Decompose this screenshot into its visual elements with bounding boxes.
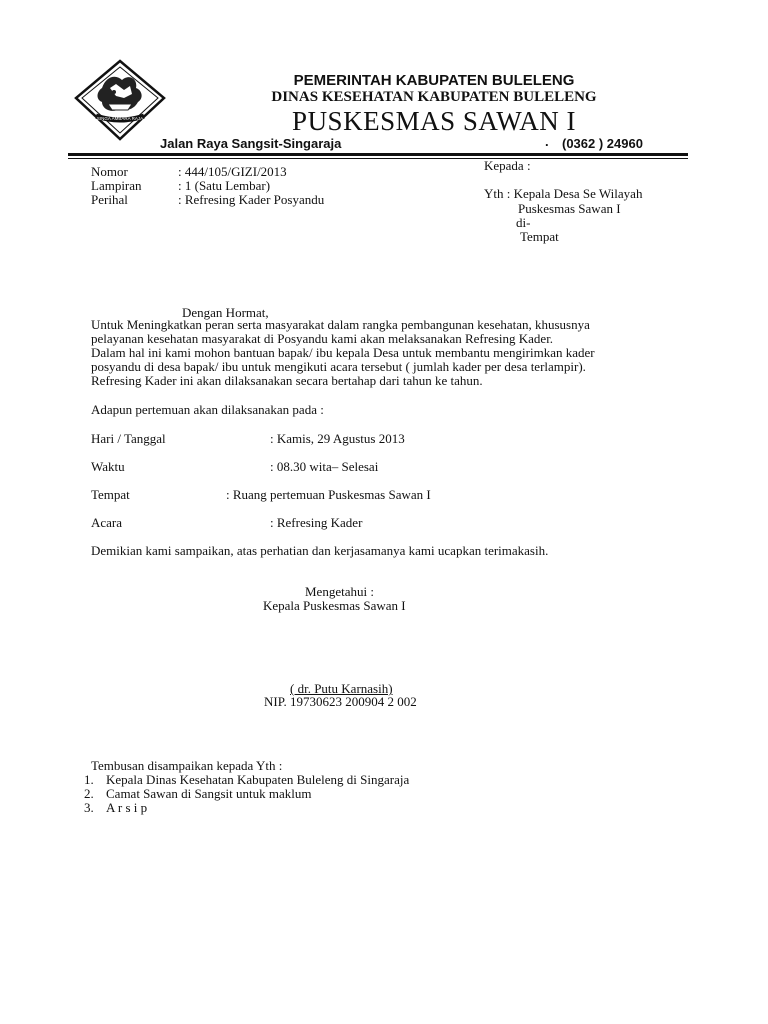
body-line-5: Refresing Kader ini akan dilaksanakan secara bertahap dari tahun ke tahun.: [91, 373, 483, 388]
recipient-yth: Yth : Kepala Desa Se Wilayah: [484, 186, 643, 201]
meta-value-nomor: : 444/105/GIZI/2013: [178, 164, 287, 179]
event-value-date: : Kamis, 29 Agustus 2013: [270, 431, 405, 446]
cc-item-num-2: 2.: [84, 786, 94, 801]
header-department: DINAS KESEHATAN KABUPATEN BULELENG: [271, 89, 597, 105]
event-label-date: Hari / Tanggal: [91, 431, 166, 446]
meta-label-perihal: Perihal: [91, 192, 128, 207]
event-value-place: : Ruang pertemuan Puskesmas Sawan I: [226, 487, 431, 502]
signature-name: ( dr. Putu Karnasih): [290, 681, 393, 696]
recipient-tempat: Tempat: [520, 229, 559, 244]
signature-nip: NIP. 19730623 200904 2 002: [264, 694, 417, 709]
meta-value-lampiran: : 1 (Satu Lembar): [178, 178, 271, 193]
cc-item-text-3: A r s i p: [106, 800, 148, 815]
recipient-line2: Puskesmas Sawan I: [518, 201, 621, 216]
event-intro: Adapun pertemuan akan dilaksanakan pada :: [91, 402, 324, 417]
header-address: Jalan Raya Sangsit-Singaraja: [160, 136, 342, 151]
phone-bullet: .: [545, 134, 549, 149]
signature-mengetahui: Mengetahui :: [305, 584, 374, 599]
emblem-motto: SINGA AMBARA RAJA: [96, 116, 144, 121]
event-label-place: Tempat: [91, 487, 130, 502]
event-value-time: : 08.30 wita– Selesai: [270, 459, 379, 474]
letterhead-rule-thick: [68, 153, 688, 156]
meta-label-lampiran: Lampiran: [91, 178, 142, 193]
body-line-4: posyandu di desa bapak/ ibu untuk mengikuti acara tersebut ( jumlah kader per desa terlampir).: [91, 359, 586, 374]
header-phone: (0362 ) 24960: [562, 136, 643, 151]
header-government: PEMERINTAH KABUPATEN BULELENG: [293, 72, 575, 89]
greeting: Dengan Hormat,: [182, 305, 269, 320]
letterhead-rule-thin: [68, 158, 688, 159]
recipient-kepada: Kepada :: [484, 158, 531, 173]
cc-heading: Tembusan disampaikan kepada Yth :: [91, 758, 283, 773]
recipient-di: di-: [516, 215, 531, 230]
body-line-2: pelayanan kesehatan masyarakat di Posyandu kami akan melaksanakan Refresing Kader.: [91, 331, 554, 346]
body-line-3: Dalam hal ini kami mohon bantuan bapak/ ibu kepala Desa untuk membantu mengirimkan kader: [91, 345, 595, 360]
closing-text: Demikian kami sampaikan, atas perhatian dan kerjasamanya kami ucapkan terimakasih.: [91, 543, 549, 558]
event-value-agenda: : Refresing Kader: [270, 515, 363, 530]
cc-item-text-2: Camat Sawan di Sangsit untuk maklum: [106, 786, 312, 801]
cc-item-num-3: 3.: [84, 800, 94, 815]
signature-title: Kepala Puskesmas Sawan I: [263, 598, 406, 613]
body-line-1: Untuk Meningkatkan peran serta masyarakat dalam rangka pembangunan kesehatan, khususnya: [91, 317, 590, 332]
meta-value-perihal: : Refresing Kader Posyandu: [178, 192, 325, 207]
cc-item-text-1: Kepala Dinas Kesehatan Kabupaten Buleleng di Singaraja: [106, 772, 410, 787]
event-label-time: Waktu: [91, 459, 125, 474]
header-puskesmas: PUSKESMAS SAWAN I: [292, 106, 576, 136]
meta-label-nomor: Nomor: [91, 164, 128, 179]
cc-item-num-1: 1.: [84, 772, 94, 787]
event-label-agenda: Acara: [91, 515, 123, 530]
